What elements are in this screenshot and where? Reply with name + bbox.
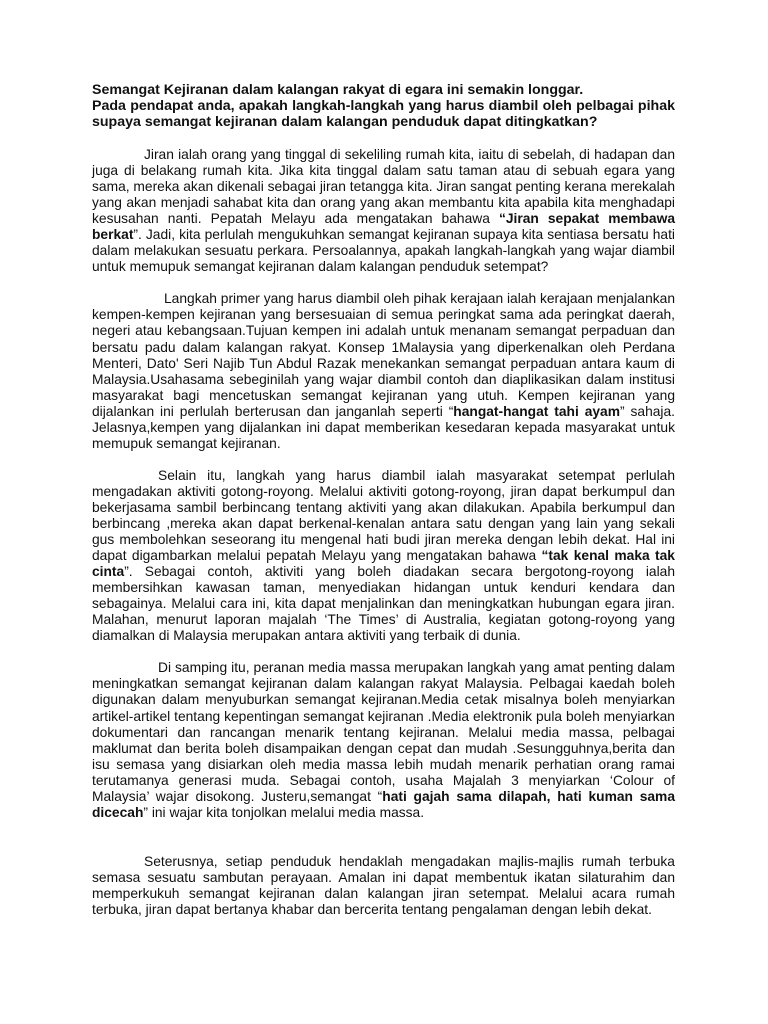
question-line-1: Semangat Kejiranan dalam kalangan rakyat di egara ini semakin longgar. [92,82,584,98]
paragraph-text: Selain itu, langkah yang harus diambil ialah masyarakat setempat perlulah mengadakan aktiviti gotong-royong. Melalui aktiviti gotong-royong, jiran dapat berkumpul dan bekerjasama sambil berbincang tentang aktiviti yang akan dilakukan. Apabila berkumpul dan berbincang ,mereka akan dapat berkenal-kenalan antara satu dengan yang lain yang sekali gus membolehkan seseorang itu mengenal hati budi jiran mereka dengan lebih dekat. Hal ini dapat digambarkan melalui pepatah Melayu yang mengatakan bahawa [92,467,675,564]
paragraph-text: Di samping itu, peranan media massa merupakan langkah yang amat penting dalam meningkatkan semangat kejiranan dalam kalangan rakyat Malaysia. Pelbagai kaedah boleh digunakan dalam menyuburkan semangat kejiranan.Media cetak misalnya boleh menyiarkan artikel-artikel tentang kepentingan semangat kejiranan .Media elektronik pula boleh menyiarkan dokumentari dan rancangan menarik tentang kejiranan. Melalui media massa, pelbagai maklumat dan berita boleh disampaikan dengan cepat dan mudah .Sesungguhnya,berita dan isu semasa yang disiarkan oleh media massa lebih mudah menarik perhatian orang ramai terutamanya generasi muda. Sebagai contoh, usaha Majalah 3 menyiarkan ‘Colour of Malaysia’ wajar disokong. Justeru,semangat “ [92,660,675,804]
bold-phrase: hati gajah sama dilapah, hati kuman sama dicecah [92,788,675,820]
question-line-2: Pada pendapat anda, apakah langkah-langkah yang harus diambil oleh pelbagai pihak supaya semangat kejiranan dalam kalangan penduduk dapat ditingkatkan? [92,98,675,130]
bold-phrase: “Jiran sepakat membawa berkat [92,211,675,243]
bold-phrase: hangat-hangat tahi ayam [453,403,620,419]
paragraph-text: ”. Sebagai contoh, aktiviti yang boleh diadakan secara bergotong-royong ialah membersihkan kawasan taman, menyediakan hidangan untuk kenduri kendara dan sebagainya. Melalui cara ini, kita dapat menjalinkan dan meningkatkan hubungan egara jiran. Malahan, menurut laporan majalah ‘The Times’ di Australia, kegiatan gotong-royong yang diamalkan di Malaysia merupakan antara aktiviti yang terbaik di dunia. [92,564,675,644]
essay-page [92,82,675,918]
paragraph-text: ”. Jadi, kita perlulah mengukuhkan semangat kejiranan supaya kita sentiasa bersatu hati dalam melakukan sesuatu perkara. Persoalannya, apakah langkah-langkah yang wajar diambil untuk memupuk semangat kejiranan dalam kalangan penduduk setempat? [92,227,675,275]
paragraph-gotong-royong [92,468,675,645]
paragraph-text: ” ini wajar kita tonjolkan melalui media massa. [143,804,425,820]
paragraph-text: Langkah primer yang harus diambil oleh pihak kerajaan ialah kerajaan menjalankan kempen-kempen kejiranan yang bersesuaian di semua peringkat sama ada peringkat daerah, negeri atau kebangsaan.Tujuan kempen ini adalah untuk menanam semangat perpaduan dan bersatu padu dalam kalangan rakyat. Konsep 1Malaysia yang diperkenalkan oleh Perdana Menteri, Dato' Seri Najib Tun Abdul Razak menekankan semangat perpaduan antara kaum di Malaysia.Usahasama sebeginilah yang wajar diambil contoh dan diaplikasikan dalam institusi masyarakat bagi mencetuskan semangat kejiranan yang utuh. Kempen kejiranan yang dijalankan ini perlulah berterusan dan janganlah seperti “ [92,291,675,419]
paragraph-text: Jiran ialah orang yang tinggal di sekeliling rumah kita, iaitu di sebelah, di hadapan dan juga di belakang rumah kita. Jika kita tinggal dalam satu taman atau di sebuah egara yang sama, mereka akan dikenali sebagai jiran tetangga kita. Jiran sangat penting kerana merekalah yang akan menjadi sahabat kita dan orang yang akan membantu kita apabila kita menghadapi kesusahan nanti. Pepatah Melayu ada mengatakan bahawa [92,147,675,227]
paragraph-text: Seterusnya, setiap penduduk hendaklah mengadakan majlis-majlis rumah terbuka semasa sesuatu sambutan perayaan. Amalan ini dapat membentuk ikatan silaturahim dan memperkukuh semangat kejiranan dalan kalangan jiran setempat. Melalui acara rumah terbuka, jiran dapat bertanya khabar dan bercerita tentang pengalaman dengan lebih dekat. [92,853,675,917]
essay-question-title [92,82,675,130]
bold-phrase: “tak kenal maka tak cinta [92,548,675,580]
paragraph-open-house [92,854,675,918]
paragraph-government-campaign [92,291,675,451]
paragraph-introduction [92,147,675,275]
paragraph-text: ” sahaja. Jelasnya,kempen yang dijalankan ini dapat memberikan kesedaran kepada masyarakat untuk memupuk semangat kejiranan. [92,403,676,451]
paragraph-mass-media [92,660,675,820]
